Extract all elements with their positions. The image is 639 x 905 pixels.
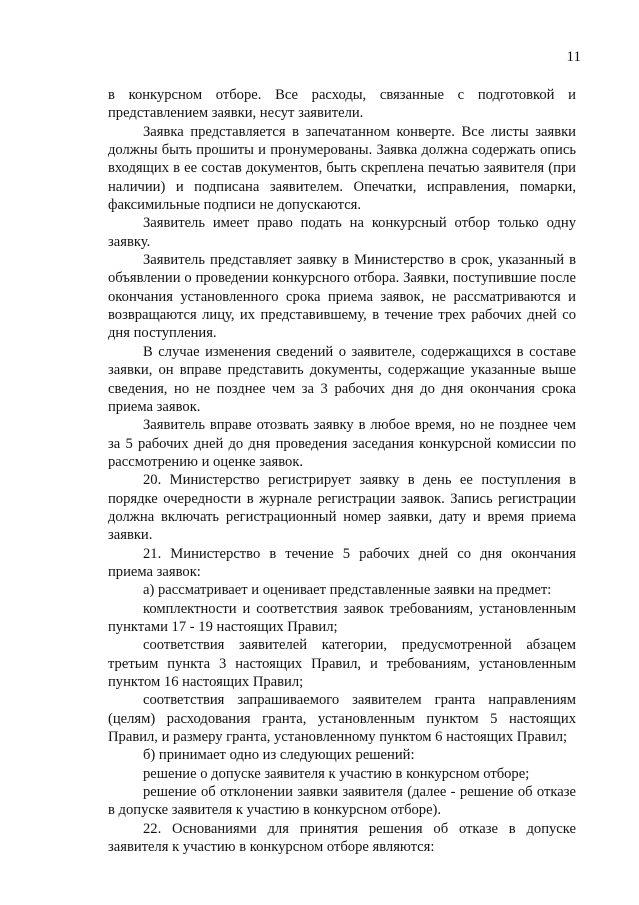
- paragraph: а) рассматривает и оценивает представленные заявки на предмет:: [143, 582, 552, 599]
- paragraph: в конкурсном отборе. Все расходы, связанные с подготовкой и представлением заявки, несут заявители.: [108, 87, 576, 122]
- paragraph: комплектности и соответствия заявок требованиям, установленным пунктами 17 - 19 настоящих Правил;: [108, 600, 576, 635]
- paragraph: соответствия заявителей категории, предусмотренной абзацем третьим пункта 3 настоящих Правил, и требованиям, установленным пунктом 16 настоящих Правил;: [108, 637, 576, 690]
- paragraph: б) принимает одно из следующих решений:: [143, 747, 415, 764]
- paragraph: 20. Министерство регистрирует заявку в день ее поступления в порядке очередности в журнале регистрации заявок. Запись регистрации должна включать регистрационный номер заявки, дату и время приема заявки.: [108, 472, 576, 544]
- paragraph: Заявитель вправе отозвать заявку в любое время, но не позднее чем за 5 рабочих дней до дня проведения заседания конкурсной комиссии по рассмотрению и оценке заявок.: [108, 417, 576, 470]
- paragraph: Заявитель представляет заявку в Министерство в срок, указанный в объявлении о проведении конкурсного отбора. Заявки, поступившие после окончания установленного срока приема заявок, не рассматриваются и возвращаются лицу, их представившему, в течение трех рабочих дней со дня поступления.: [108, 252, 576, 342]
- paragraph: решение об отклонении заявки заявителя (далее - решение об отказе в допуске заявителя к участию в конкурсном отборе).: [108, 784, 576, 819]
- paragraph: В случае изменения сведений о заявителе, содержащихся в составе заявки, он вправе представить документы, содержащие указанные выше сведения, но не позднее чем за 3 рабочих дня до дня окончания срока приема заявок.: [108, 343, 576, 415]
- paragraph: Заявка представляется в запечатанном конверте. Все листы заявки должны быть прошиты и пронумерованы. Заявка должна содержать опись входящих в ее состав документов, быть скреплена печатью заявителя (при наличии) и подписана заявителем. Опечатки, исправления, помарки, факсимильные подписи не допускаются.: [108, 123, 576, 214]
- paragraph: решение о допуске заявителя к участию в конкурсном отборе;: [143, 765, 530, 782]
- paragraph: Заявитель имеет право подать на конкурсный отбор только одну заявку.: [108, 215, 576, 250]
- page-number: 11: [566, 49, 581, 65]
- document-body: [108, 86, 576, 856]
- paragraph: соответствия запрашиваемого заявителем гранта направлениям (целям) расходования гранта, установленным пунктом 5 настоящих Правил, и размеру гранта, установленному пунктом 6 настоящих Правил;: [108, 692, 576, 746]
- paragraph: 21. Министерство в течение 5 рабочих дней со дня окончания приема заявок:: [108, 545, 576, 580]
- paragraph: 22. Основаниями для принятия решения об отказе в допуске заявителя к участию в конкурсном отборе являются:: [108, 820, 576, 856]
